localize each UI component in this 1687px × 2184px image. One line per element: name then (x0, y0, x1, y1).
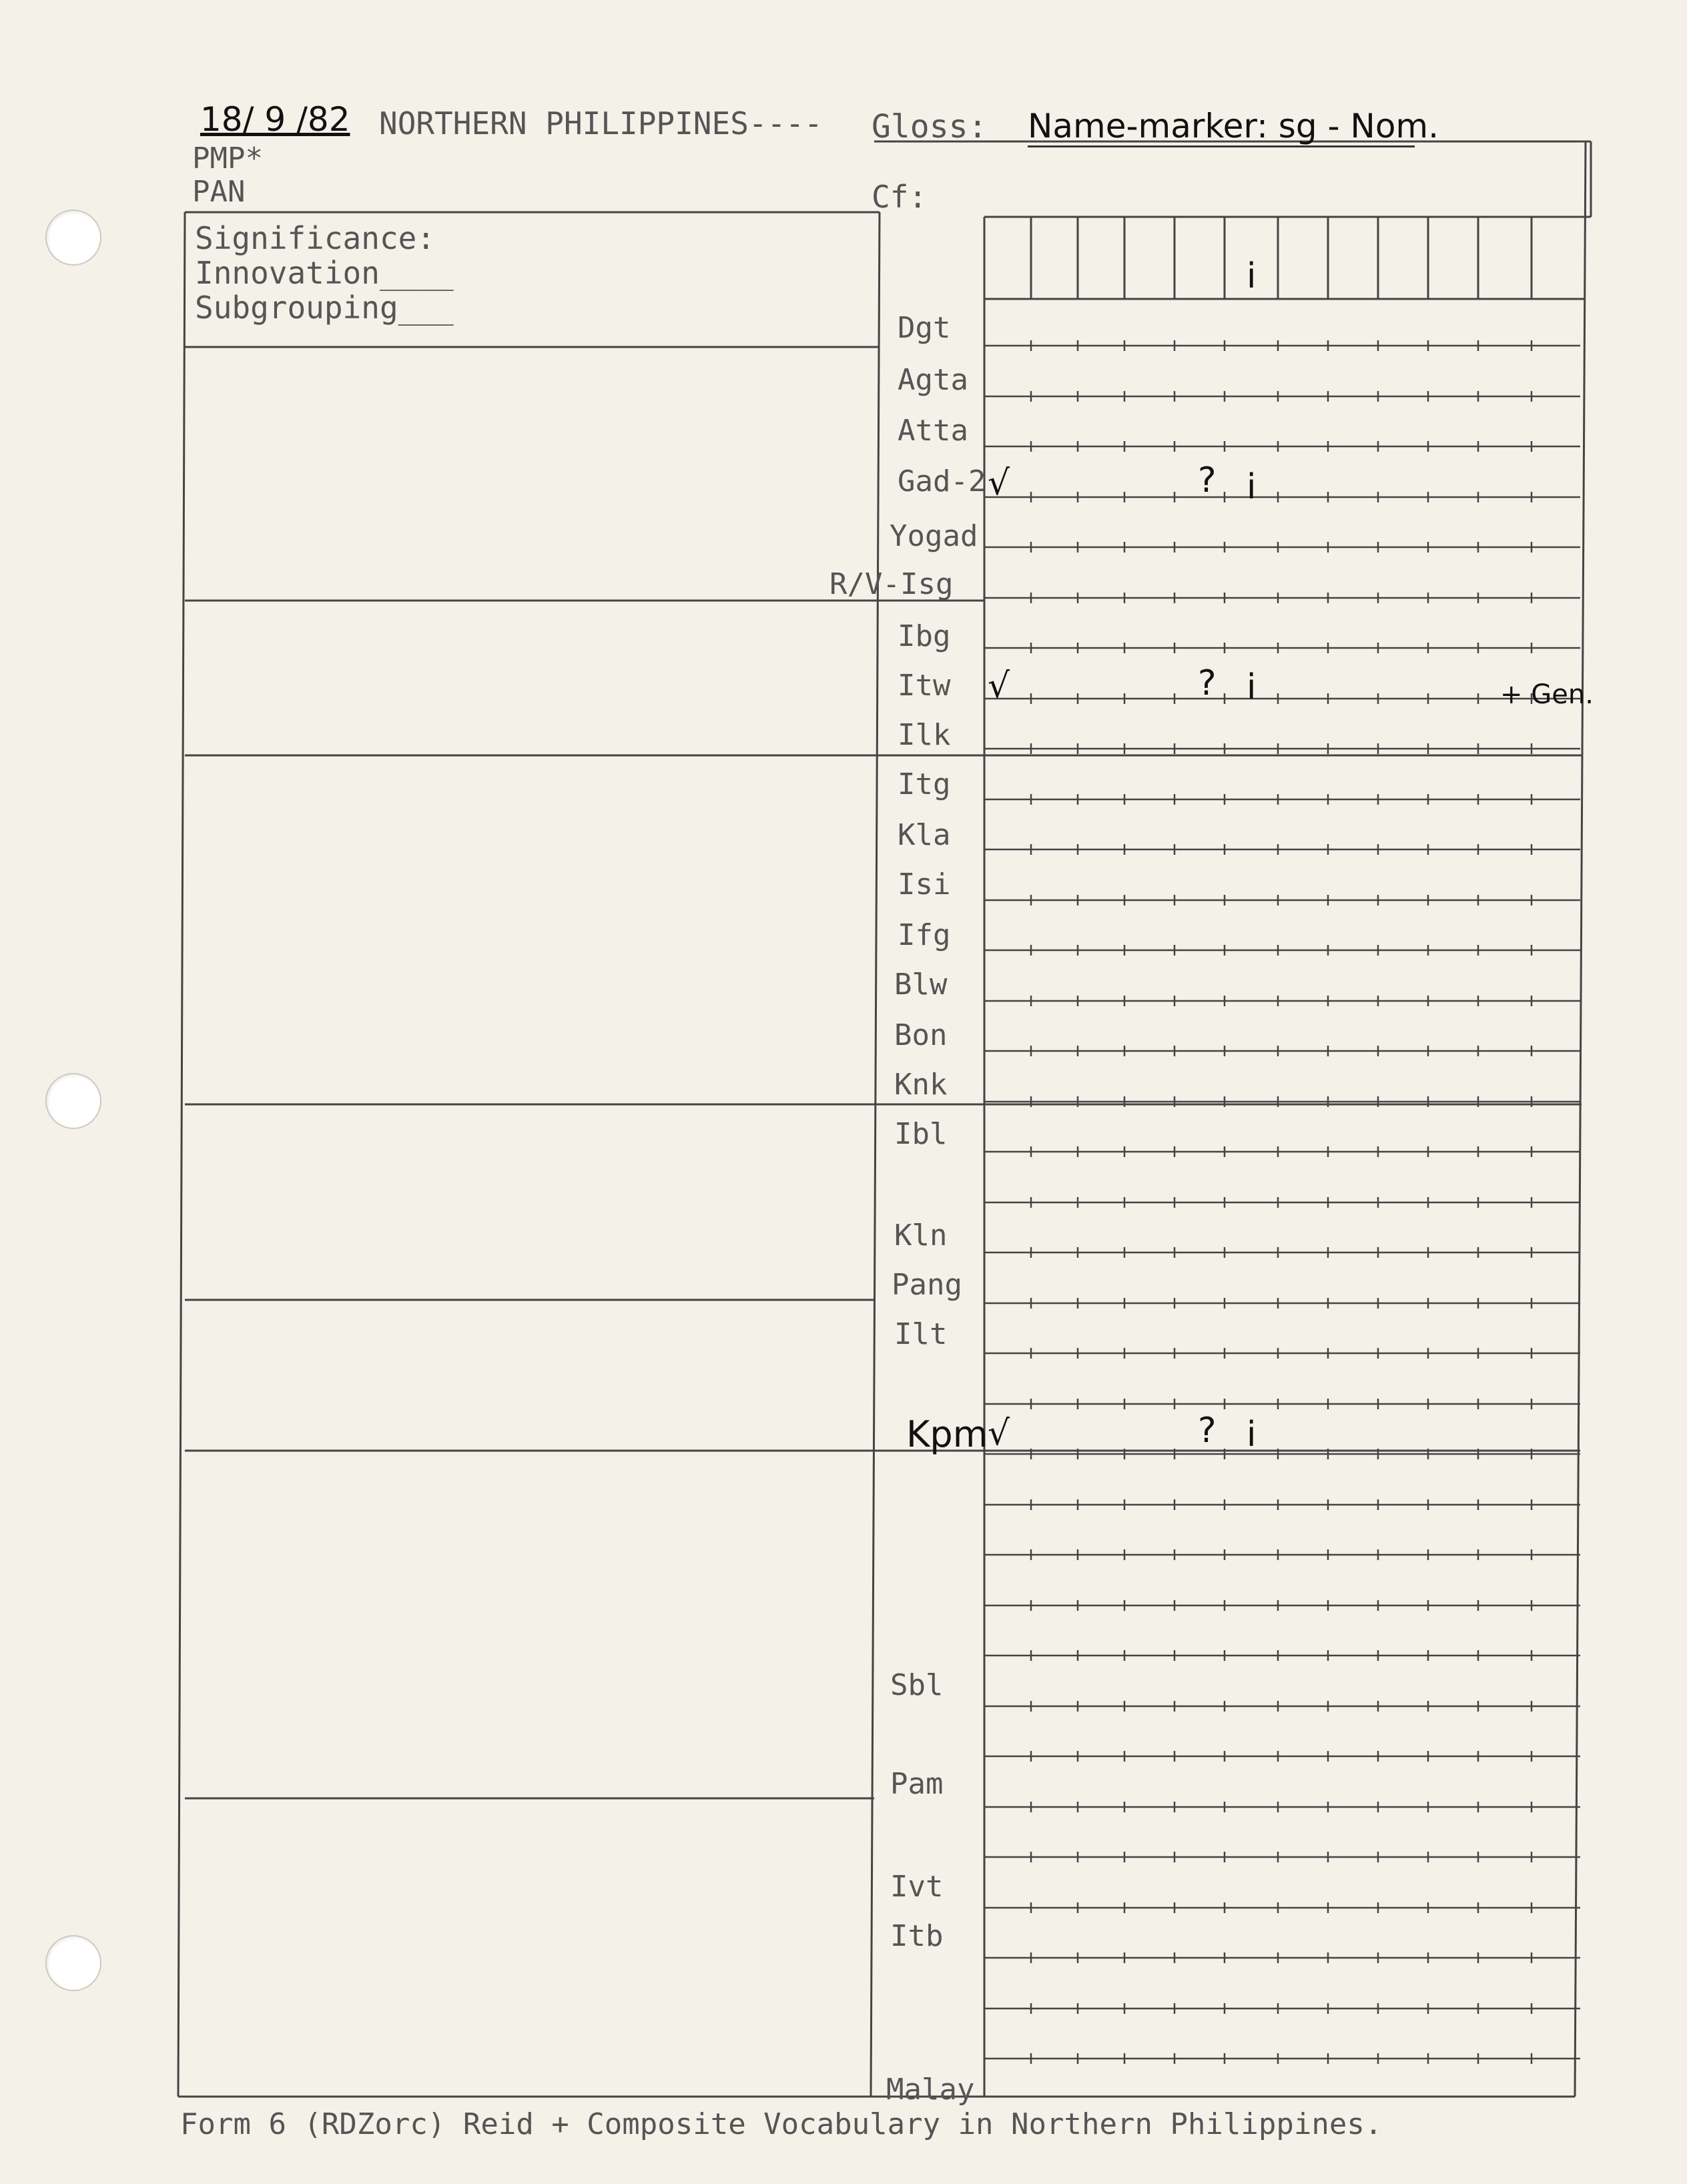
lang-dgt: Dgt (898, 311, 951, 345)
cf-label: Cf: (872, 179, 928, 215)
lang-itb: Itb (890, 1919, 944, 1953)
lang-pam: Pam (890, 1767, 944, 1801)
gloss-value: Name-marker: sg - Nom. (1028, 107, 1415, 147)
pan-label: PAN (192, 175, 246, 209)
region-title: NORTHERN PHILIPPINES---- (379, 105, 823, 141)
lang-r-v-isg: R/V-Isg (829, 567, 954, 601)
lang-sbl: Sbl (890, 1668, 944, 1702)
header-i-mark: i (1247, 256, 1257, 296)
subgrouping-label: Subgrouping___ (195, 290, 454, 326)
lang-yogad: Yogad (890, 519, 978, 553)
lang-itw: Itw (898, 669, 951, 703)
gad-i-mark: i (1247, 467, 1257, 507)
gad-check-mark: √ (988, 463, 1010, 503)
lang-agta: Agta (898, 363, 968, 397)
form-footer: Form 6 (RDZorc) Reid + Composite Vocabulary in Northern Philippines. (180, 2107, 1383, 2141)
lang-malay: Malay (886, 2073, 975, 2107)
lang-gad-2: Gad-2 (898, 464, 986, 498)
lang-ilk: Ilk (898, 718, 951, 752)
pmp-label: PMP* (192, 141, 263, 175)
kpm-i-mark: i (1247, 1415, 1257, 1455)
itw-plus-gen-note: + Gen. (1500, 679, 1594, 710)
lang-kpm: Kpm (906, 1413, 988, 1455)
lang-bon: Bon (894, 1018, 948, 1052)
itw-i-mark: i (1247, 667, 1257, 707)
lang-ibg: Ibg (898, 619, 951, 653)
lang-isi: Isi (898, 867, 951, 901)
lang-kla: Kla (898, 818, 951, 852)
lang-ifg: Ifg (898, 918, 951, 952)
lang-ivt: Ivt (890, 1870, 944, 1904)
lang-pang: Pang (892, 1268, 962, 1302)
lang-itg: Itg (898, 767, 951, 801)
kpm-check-mark: √ (988, 1413, 1010, 1453)
lang-ilt: Ilt (894, 1317, 948, 1351)
lang-blw: Blw (894, 968, 948, 1002)
lang-atta: Atta (898, 414, 968, 448)
itw-question-mark: ? (1198, 663, 1217, 703)
gad-question-mark: ? (1198, 460, 1217, 500)
itw-check-mark: √ (988, 666, 1010, 706)
innovation-label: Innovation____ (195, 255, 454, 291)
lang-knk: Knk (894, 1068, 948, 1102)
significance-title: Significance: (195, 220, 436, 256)
gloss-label: Gloss: (872, 108, 988, 145)
lang-kln: Kln (894, 1218, 948, 1252)
lang-ibl: Ibl (894, 1117, 948, 1151)
kpm-question-mark: ? (1198, 1411, 1217, 1451)
date: 18/ 9 /82 (200, 100, 350, 139)
